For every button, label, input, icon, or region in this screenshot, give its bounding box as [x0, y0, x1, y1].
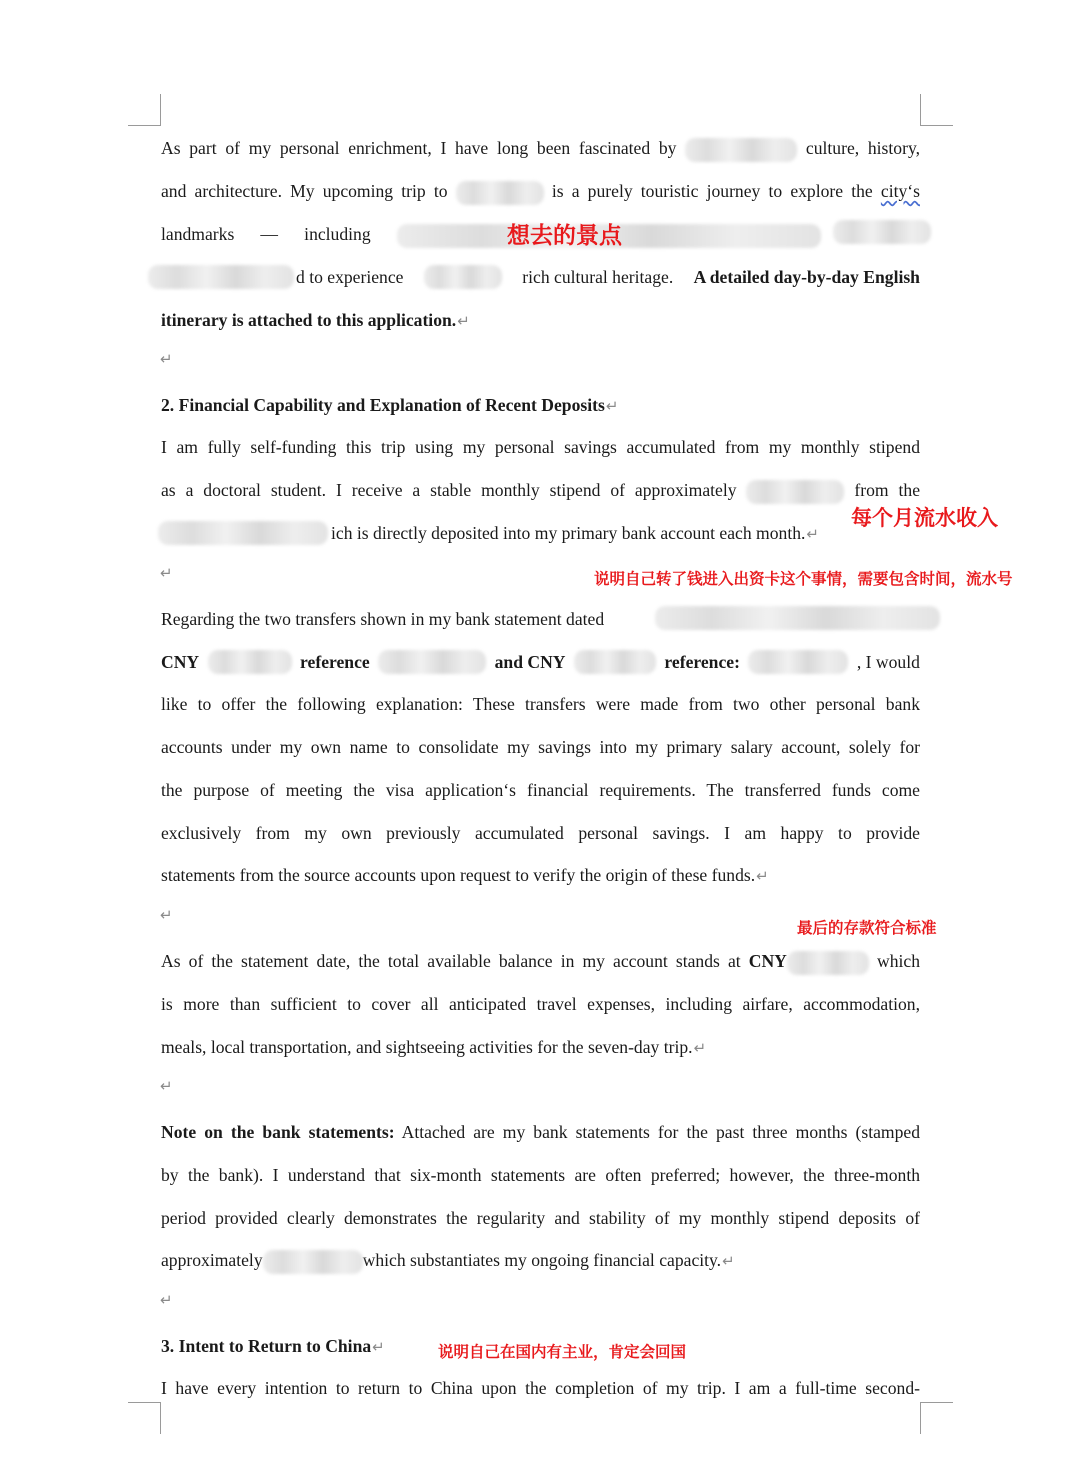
crop-mark-top-left: [128, 94, 161, 126]
text-line: As of the statement date, the total available balance in my account stands at CNY which: [161, 949, 920, 975]
redacted-text: [424, 265, 502, 289]
text-line: Regarding the two transfers shown in my bank statement dated: [161, 609, 605, 629]
redacted-text: [208, 650, 292, 674]
redacted-text: [378, 650, 486, 674]
spellcheck-word: city‘s: [880, 181, 920, 201]
text-line: and architecture. My upcoming trip to is a purely touristic journey to explore the city‘s: [161, 179, 920, 205]
text-line: statements from the source accounts upon request to verify the origin of these funds.↵: [161, 865, 769, 885]
text-line: approximately which substantiates my ongoing financial capacity.↵: [161, 1248, 920, 1274]
redacted-text: [833, 220, 931, 244]
redacted-text: [574, 650, 656, 674]
redacted-text: [263, 1250, 363, 1274]
annotation-transfer-note: 说明自己转了钱进入出资卡这个事情，需要包含时间，流水号: [594, 570, 1013, 588]
text-line: itinerary is attached to this application.↵: [161, 310, 470, 330]
text-line: as a doctoral student. I receive a stable monthly stipend of approximately from the: [161, 478, 920, 504]
text-line: is more than sufficient to cover all anticipated travel expenses, including airfare, accommodation,: [161, 994, 920, 1014]
paragraph-mark: ↵: [160, 906, 173, 924]
redacted-text: [148, 265, 294, 289]
text-line: ich is directly deposited into my primary bank account each month.↵: [331, 523, 819, 543]
text-line: d to experience rich cultural heritage. A detailed day-by-day English: [296, 267, 920, 287]
crop-mark-bottom-left: [128, 1402, 161, 1434]
annotation-monthly-income: 每个月流水收入: [851, 506, 998, 530]
paragraph-mark: ↵: [160, 564, 173, 582]
redacted-text: [158, 521, 328, 545]
text-line: I have every intention to return to China upon the completion of my trip. I am a full-time second-: [161, 1378, 920, 1398]
paragraph-mark: ↵: [160, 350, 173, 368]
section-heading: 2. Financial Capability and Explanation of Recent Deposits↵: [161, 395, 619, 415]
text-line: the purpose of meeting the visa application‘s financial requirements. The transferred funds come: [161, 780, 920, 800]
section-heading: 3. Intent to Return to China↵: [161, 1336, 385, 1356]
text-line: landmarks — including: [161, 222, 920, 248]
annotation-return-note: 说明自己在国内有主业，肯定会回国: [438, 1343, 687, 1361]
redacted-text: [456, 181, 544, 205]
annotation-sights: 想去的景点: [507, 223, 622, 249]
text-line: Note on the bank statements: Attached are my bank statements for the past three months (stamped: [161, 1122, 920, 1142]
text-line: period provided clearly demonstrates the regularity and stability of my monthly stipend deposits of: [161, 1208, 920, 1228]
paragraph-mark: ↵: [160, 1291, 173, 1309]
redacted-text: [685, 138, 797, 162]
text-line: meals, local transportation, and sightseeing activities for the seven-day trip.↵: [161, 1037, 707, 1057]
text-line: accounts under my own name to consolidate my savings into my primary salary account, solely for: [161, 737, 920, 757]
redacted-text: [748, 650, 848, 674]
text-line: As part of my personal enrichment, I have long been fascinated by culture, history,: [161, 136, 920, 162]
redacted-text: [787, 951, 869, 975]
text-line: I am fully self-funding this trip using my personal savings accumulated from my monthly stipend: [161, 437, 920, 457]
text-line: CNY reference and CNY reference: , I would: [161, 652, 920, 672]
text-line: like to offer the following explanation: These transfers were made from two other personal bank: [161, 694, 920, 714]
redacted-text: [746, 480, 844, 504]
text-line: by the bank). I understand that six-month statements are often preferred; however, the three-month: [161, 1165, 920, 1185]
annotation-deposit-note: 最后的存款符合标准: [797, 919, 937, 937]
paragraph-mark: ↵: [160, 1077, 173, 1095]
redacted-text: [655, 606, 940, 630]
crop-mark-top-right: [920, 94, 953, 126]
text-line: exclusively from my own previously accumulated personal savings. I am happy to provide: [161, 823, 920, 843]
crop-mark-bottom-right: [920, 1402, 953, 1434]
